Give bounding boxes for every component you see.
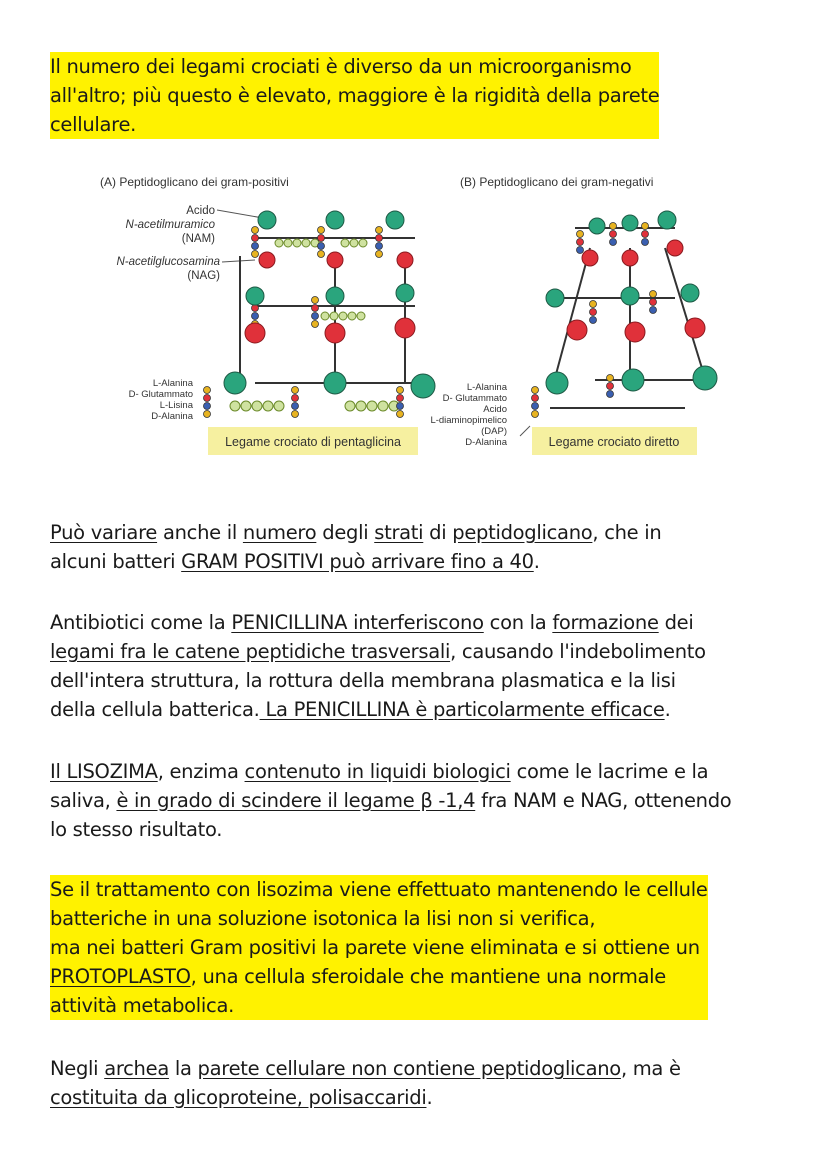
text-line: Se il trattamento con lisozima viene effettuato mantenendo le cellule (50, 878, 708, 901)
text-peptidoglicano: peptidoglicano (452, 521, 593, 544)
panel-b-sugars (546, 211, 717, 394)
text-span: anche il (157, 521, 243, 544)
panel-b-aa-5: (DAP) (481, 426, 507, 437)
label-acido: Acido (186, 205, 215, 217)
panel-b-aa-2: D- Glutammato (442, 393, 507, 404)
paragraph-penicillin (50, 608, 706, 724)
intro-line-2: all'altro; più questo è elevato, maggiore è la rigidità della parete (50, 84, 660, 107)
text-span: come le lacrime e la (510, 760, 709, 783)
paragraph-archea (50, 1054, 681, 1112)
text-span: con la (483, 611, 553, 634)
text-span: fra NAM e NAG, ottenendo (475, 789, 732, 812)
text-span: , una cellula sferoidale che mantiene una normale (190, 965, 666, 988)
label-nag-2: (NAG) (187, 270, 220, 282)
text-penicillina: PENICILLINA interferiscono (231, 611, 484, 634)
text-legami: legami fra le catene peptidiche trasversali (50, 640, 451, 663)
panel-b-caption: Legame crociato diretto (548, 435, 680, 449)
intro-line-1: Il numero dei legami crociati è diverso da un microorganismo (50, 55, 632, 78)
text-protoplasto: PROTOPLASTO (50, 965, 191, 988)
label-nam-1: N-acetilmuramico (125, 219, 215, 231)
text-span: degli (316, 521, 375, 544)
panel-a-aa-3: L-Lisina (159, 400, 193, 411)
text-line: attività metabolica. (50, 994, 235, 1017)
text-span: dei (658, 611, 694, 634)
text-span: , causando l'indebolimento (450, 640, 706, 663)
text-formazione: formazione (552, 611, 659, 634)
panel-a-title: (A) Peptidoglicano dei gram-positivi (100, 175, 289, 189)
panel-b-title: (B) Peptidoglicano dei gram-negativi (460, 175, 654, 189)
panel-b-aa-6: D-Alanina (465, 437, 507, 448)
text-puo-variare: Può variare (50, 521, 158, 544)
text-span: alcuni batteri (50, 550, 182, 573)
text-lisozima: Il LISOZIMA (50, 760, 158, 783)
text-strati: strati (374, 521, 424, 544)
text-span: la (168, 1057, 198, 1080)
label-nag-1: N-acetilglucosamina (116, 256, 220, 268)
text-span: , enzima (157, 760, 245, 783)
text-span: , che in (592, 521, 662, 544)
peptidoglycan-figure (95, 168, 720, 468)
text-span: . (533, 550, 540, 573)
panel-a-aa-1: L-Alanina (152, 378, 193, 389)
intro-line-3: cellulare. (50, 113, 137, 136)
paragraph-lysozyme (50, 757, 731, 844)
text-line: lo stesso risultato. (50, 818, 223, 841)
label-nam-2: (NAM) (181, 233, 215, 245)
text-span: saliva, (50, 789, 117, 812)
text-parete-cellulare: parete cellulare non contiene peptidoglicano (197, 1057, 621, 1080)
paragraph-protoplast (50, 875, 708, 1020)
text-line: batteriche in una soluzione isotonica la lisi non si verifica, (50, 907, 596, 930)
text-gram-positivi: GRAM POSITIVI può arrivare fino a 40 (181, 550, 534, 573)
text-span: . (664, 698, 671, 721)
text-liquidi-biologici: contenuto in liquidi biologici (244, 760, 511, 783)
text-span: di (423, 521, 453, 544)
text-line: ma nei batteri Gram positivi la parete viene eliminata e si ottiene un (50, 936, 700, 959)
text-span: Antibiotici come la (50, 611, 232, 634)
text-numero: numero (242, 521, 317, 544)
text-archea: archea (104, 1057, 169, 1080)
panel-a-aa-2: D- Glutammato (128, 389, 193, 400)
panel-b-aa-4: L-diaminopimelico (430, 415, 507, 426)
text-span: . (426, 1086, 433, 1109)
paragraph-layers (50, 518, 661, 576)
text-span: della cellula batterica. (50, 698, 260, 721)
panel-b-aa-3: Acido (483, 404, 507, 415)
panel-b-aa-1: L-Alanina (466, 382, 507, 393)
text-glicoproteine: costituita da glicoproteine, polisaccaridi (50, 1086, 427, 1109)
text-line: dell'intera struttura, la rottura della membrana plasmatica e la lisi (50, 669, 676, 692)
text-span: Negli (50, 1057, 105, 1080)
panel-a-aa-4: D-Alanina (151, 411, 193, 422)
panel-a-caption: Legame crociato di pentaglicina (225, 435, 401, 449)
text-scindere-legame: è in grado di scindere il legame β -1,4 (116, 789, 476, 812)
text-span: , ma è (620, 1057, 681, 1080)
intro-paragraph (50, 52, 659, 139)
text-penicillina-efficace: La PENICILLINA è particolarmente efficace (259, 698, 665, 721)
